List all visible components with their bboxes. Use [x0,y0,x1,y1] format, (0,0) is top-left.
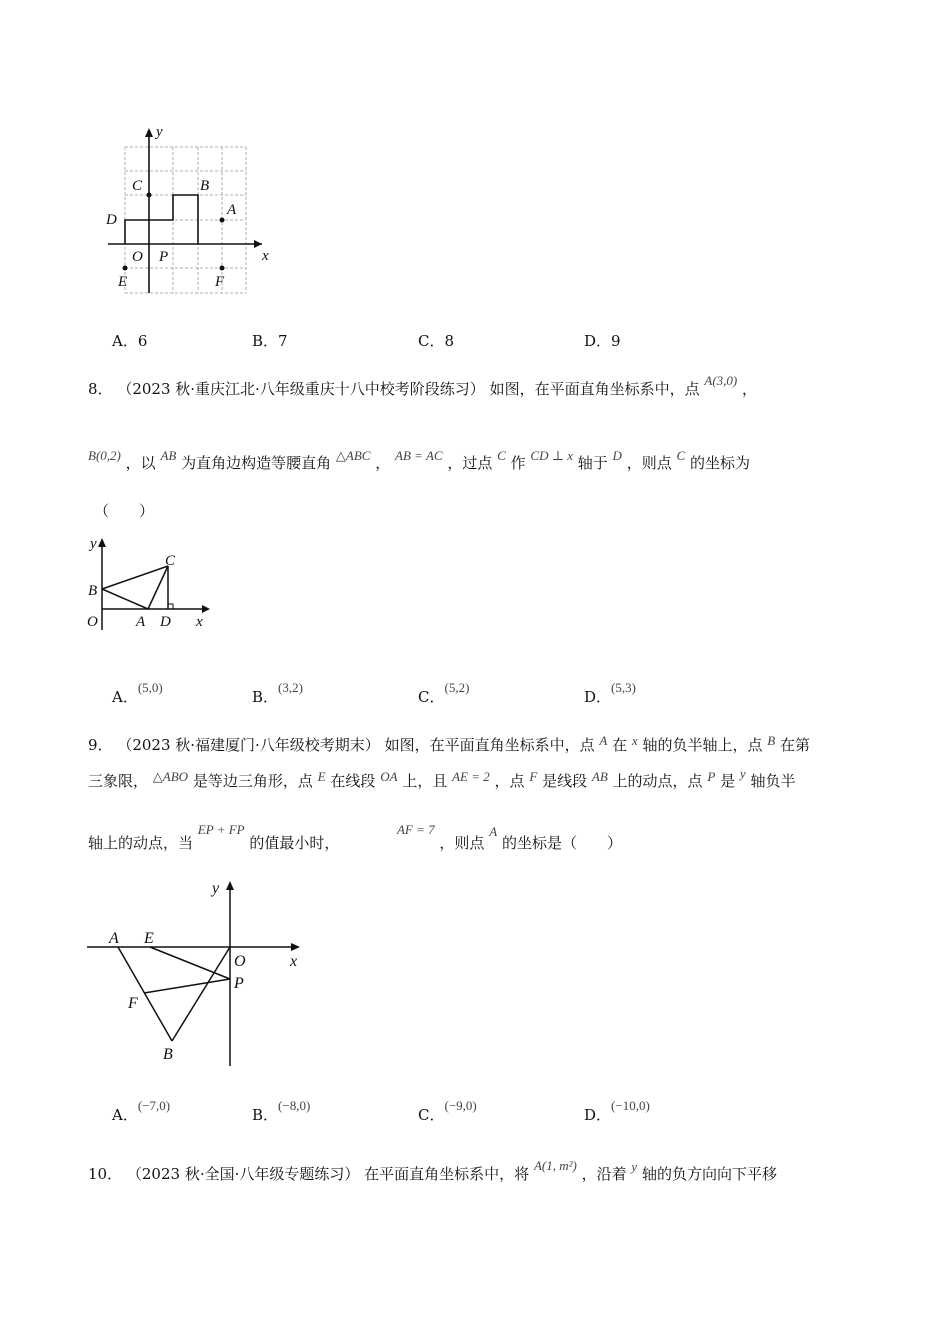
q9-option-d[interactable]: D．(−10,0) [584,1098,650,1124]
svg-text:O: O [87,614,98,630]
q9-line-3: 轴上的动点，当 EP + FP 的值最小时， AF = 7 ，则点 A 的坐标是（ ） [88,822,622,852]
q8-source: （2023 秋·重庆江北·八年级重庆十八中校考阶段练习） [117,380,485,398]
q9-option-c[interactable]: C．(−9,0) [418,1098,477,1124]
fig7-label-D: D [106,212,117,228]
q9-line-2: 三象限， △ABO 是等边三角形，点 E 在线段 OA 上，且 AE = 2 ，点 F 是线段 AB 上的动点，点 P 是 y 轴负半 [88,766,796,790]
svg-text:x: x [290,953,298,970]
q9-figure [82,875,312,1070]
fig7-label-C: C [132,178,143,194]
svg-text:x: x [196,614,203,630]
fig7-label-O: O [132,249,143,265]
q10-number: 10． [88,1165,123,1183]
q7-figure [100,120,280,295]
q10-line-1: 10． （2023 秋·全国·八年级专题练习） 在平面直角坐标系中，将 A(1, m²) ，沿着 y 轴的负方向向下平移 [88,1158,777,1183]
q7-option-c[interactable]: C．8 [418,332,455,350]
q9-option-a[interactable]: A．(−7,0) [112,1098,171,1124]
svg-text:A: A [136,614,146,630]
fig7-label-B: B [200,178,210,194]
svg-text:D: D [160,614,171,630]
svg-text:B: B [163,1046,173,1063]
q8-number: 8． [88,380,113,398]
svg-text:A: A [109,930,119,947]
q8-answer-blank: （ ） [94,502,155,520]
q9-option-b[interactable]: B．(−8,0) [252,1098,311,1124]
q7-option-d[interactable]: D．9 [584,332,621,350]
q8-option-b[interactable]: B．(3,2) [252,680,303,706]
q9-line-1: 9． （2023 秋·福建厦门·八年级校考期末） 如图，在平面直角坐标系中，点 A 在 x 轴的负半轴上，点 B 在第 [88,733,811,754]
q9-source: （2023 秋·福建厦门·八年级校考期末） [117,736,380,754]
q10-source: （2023 秋·全国·八年级专题练习） [126,1165,360,1183]
fig7-label-y: y [156,124,163,140]
svg-text:F: F [128,995,138,1012]
fig7-label-E: E [118,274,128,290]
q8-line-1: 8． （2023 秋·重庆江北·八年级重庆十八中校考阶段练习） 如图，在平面直角坐标系中，点 A(3,0) ， [88,373,758,398]
q8-line-2: B(0,2) ，以 AB 为直角边构造等腰直角 △ABC ， AB = AC ，过点 C 作 CD ⊥ x 轴于 D ，则点 C 的坐标为 [88,448,750,472]
svg-text:y: y [212,880,220,897]
svg-text:y: y [90,536,97,552]
svg-text:P: P [234,975,244,992]
fig7-label-F: F [215,274,225,290]
svg-text:O: O [234,953,246,970]
svg-text:C: C [165,553,176,569]
q7-option-b[interactable]: B．7 [252,332,288,350]
q9-number: 9． [88,736,113,754]
svg-text:B: B [88,583,98,599]
fig7-label-A: A [227,202,237,218]
svg-text:E: E [144,930,154,947]
fig7-label-x: x [262,248,269,264]
q8-option-a[interactable]: A．(5,0) [112,680,163,706]
fig7-label-P: P [159,249,169,265]
q8-option-c[interactable]: C．(5,2) [418,680,470,706]
q7-option-a[interactable]: A．6 [112,332,148,350]
q8-option-d[interactable]: D．(5,3) [584,680,636,706]
q8-math-A: A(3,0) [704,373,738,388]
q8-figure [82,530,222,632]
